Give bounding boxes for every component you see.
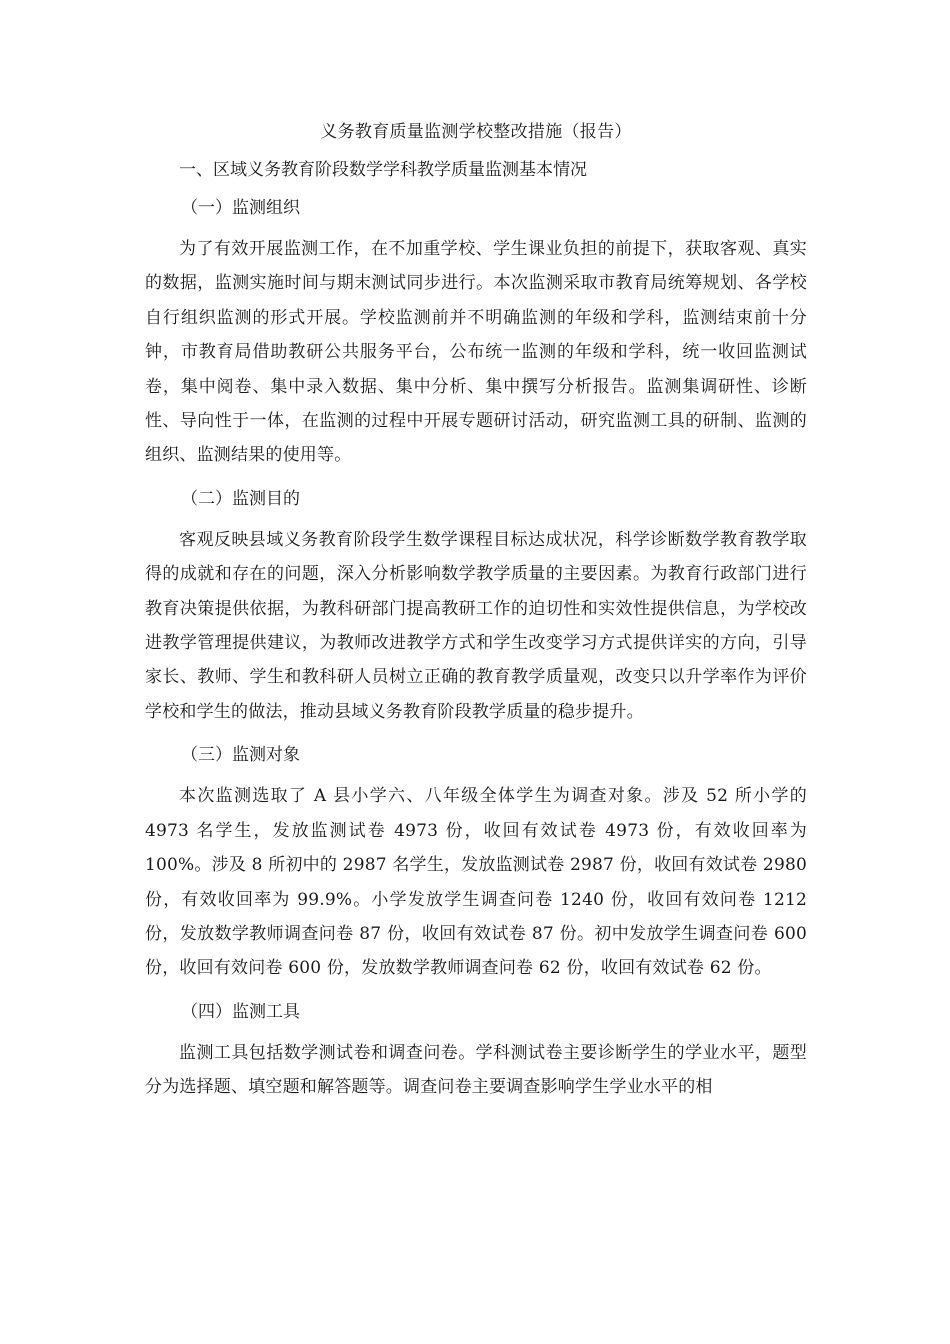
subsection-heading-purpose: （二）监测目的 (181, 488, 300, 509)
paragraph-organization: 为了有效开展监测工作，在不加重学校、学生课业负担的前提下，获取客观、真实的数据，监测实施时间与期末测试同步进行。本次监测采取市教育局统筹规划、各学校自行组织监测的形式开展。学校监测前并不明确监测的年级和学科，监测结束前十分钟，市教育局借助教研公共服务平台，公布统一监测的年级和学科，统一收回监测试卷，集中阅卷、集中录入数据、集中分析、集中撰写分析报告。监测集调研性、诊断性、导向性于一体，在监测的过程中开展专题研讨活动，研究监测工具的研制、监测的组织、监测结果的使用等。 (145, 239, 807, 466)
document-title: 义务教育质量监测学校整改措施（报告） (320, 122, 632, 142)
paragraph-subjects: 本次监测选取了 A 县小学六、八年级全体学生为调查对象。涉及 52 所小学的 4973 名学生，发放监测试卷 4973 份，收回有效试卷 4973 份，有效收回率为 100%。涉及 8 所初中的 2987 名学生，发放监测试卷 2987 份，收回有效试卷 2980 份，有效收回率为 99.9%。小学发放学生调查问卷 1240 份，收回有效问卷 1212 份，发放数学教师调查问卷 87 份，收回有效试卷 87 份。初中发放学生调查问卷 600 份，收回有效问卷 600 份，发放数学教师调查问卷 62 份，收回有效试卷 62 份。 (145, 786, 807, 979)
paragraph-tools: 监测工具包括数学测试卷和调查问卷。学科测试卷主要诊断学生的学业水平，题型分为选择题、填空题和解答题等。调查问卷主要调查影响学生学业水平的相 (145, 1042, 807, 1098)
paragraph-purpose: 客观反映县域义务教育阶段学生数学课程目标达成状况，科学诊断数学教育教学取得的成就和存在的问题，深入分析影响数学教学质量的主要因素。为教育行政部门进行教育决策提供依据，为教科研部门提高教研工作的迫切性和实效性提供信息，为学校改进教学管理提供建议，为教师改进教学方式和学生改变学习方式提供详实的方向，引导家长、教师、学生和教科研人员树立正确的教育教学质量观，改变只以升学率作为评价学校和学生的做法，推动县域义务教育阶段教学质量的稳步提升。 (145, 529, 807, 722)
subsection-heading-subjects: （三）监测对象 (181, 745, 300, 766)
subsection-heading-tools: （四）监测工具 (181, 1001, 300, 1022)
section-heading-1: 一、区域义务教育阶段数学学科教学质量监测基本情况 (179, 160, 587, 180)
document-body (145, 118, 807, 1117)
subsection-heading-organization: （一）监测组织 (181, 198, 300, 218)
